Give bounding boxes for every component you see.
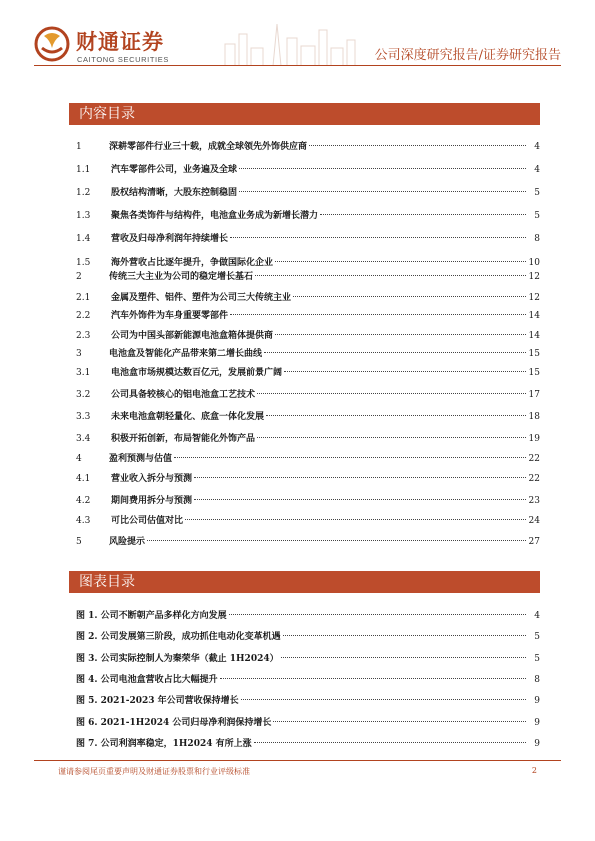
toc-entry-number: 3.4: [76, 434, 91, 444]
figure-entry-page: 9: [534, 717, 540, 728]
toc-entry-page: 18: [528, 412, 540, 422]
toc-entry[interactable]: [76, 410, 540, 424]
toc-entry-title: 传统三大主业为公司的稳定增长基石: [109, 272, 254, 282]
figure-entry[interactable]: [76, 716, 540, 730]
toc-leader-dots: [320, 214, 526, 215]
toc-entry[interactable]: [76, 291, 540, 305]
toc-entry[interactable]: [76, 163, 540, 177]
toc-entry[interactable]: [76, 494, 540, 508]
logo-chinese-text: 财通证券: [76, 30, 164, 54]
toc-entry-number: 5: [76, 537, 82, 547]
toc-entry-number: 1.5: [76, 258, 91, 268]
figure-entry-page: 9: [534, 738, 540, 749]
toc-entry-page: 27: [528, 537, 540, 547]
toc-entry-page: 15: [528, 368, 540, 378]
figure-leader-dots: [254, 742, 526, 743]
figure-entry-page: 5: [534, 632, 540, 643]
figure-entry[interactable]: [76, 609, 540, 623]
toc-entry-number: 4.2: [76, 496, 91, 506]
toc-entry[interactable]: [76, 209, 540, 223]
figure-entry[interactable]: [76, 652, 540, 666]
footer-disclaimer[interactable]: 谨请参阅尾页重要声明及财通证券股票和行业评级标准: [58, 767, 250, 776]
toc-entry[interactable]: [76, 347, 540, 361]
toc-entry-number: 2.1: [76, 293, 91, 303]
toc-entry[interactable]: [76, 140, 540, 154]
toc-entry[interactable]: [76, 388, 540, 402]
toc-entry-number: 2.3: [76, 331, 91, 341]
toc-entry-title: 股权结构清晰，大股东控制稳固: [111, 188, 238, 198]
toc-entry-title: 深耕零部件行业三十载，成就全球领先外饰供应商: [109, 142, 308, 152]
toc-entry-title: 营业收入拆分与预测: [111, 474, 193, 484]
page-number: 2: [531, 766, 537, 775]
figure-leader-dots: [241, 699, 526, 700]
toc-leader-dots: [264, 352, 526, 353]
toc-section-header: 内容目录: [69, 103, 540, 125]
toc-entry[interactable]: [76, 270, 540, 284]
toc-leader-dots: [147, 540, 526, 541]
toc-entry-page: 15: [528, 349, 540, 359]
toc-entry-page: 8: [534, 234, 540, 244]
toc-leader-dots: [230, 314, 526, 315]
toc-entry-title: 汽车外饰件为车身重要零部件: [111, 311, 229, 321]
toc-entry[interactable]: [76, 232, 540, 246]
toc-entry-page: 14: [528, 331, 540, 341]
toc-entry-number: 2.2: [76, 311, 91, 321]
toc-entry-title: 可比公司估值对比: [111, 516, 184, 526]
toc-leader-dots: [257, 393, 526, 394]
toc-entry-page: 12: [528, 272, 540, 282]
toc-leader-dots: [275, 334, 526, 335]
logo-mark-icon: [34, 26, 70, 62]
toc-entry[interactable]: [76, 432, 540, 446]
toc-entry-title: 海外营收占比逐年提升，争做国际化企业: [111, 258, 274, 268]
toc-entry-number: 1.1: [76, 165, 91, 175]
toc-leader-dots: [284, 371, 526, 372]
figure-leader-dots: [281, 657, 526, 658]
figure-entry-title: 图 4. 公司电池盒营收占比大幅提升: [76, 674, 218, 685]
toc-entry-number: 4.1: [76, 474, 91, 484]
toc-entry-title: 未来电池盒朝轻量化、底盒一体化发展: [111, 412, 265, 422]
toc-entry[interactable]: [76, 535, 540, 549]
report-type-label: 公司深度研究报告/证券研究报告: [374, 48, 561, 63]
figure-entry-title: 图 7. 公司利润率稳定，1H2024 有所上涨: [76, 738, 252, 749]
toc-entry-page: 22: [528, 454, 540, 464]
logo-english-text: CAITONG SECURITIES: [77, 55, 169, 64]
toc-entry-page: 22: [528, 474, 540, 484]
figure-entry[interactable]: [76, 694, 540, 708]
figure-entry-title: 图 1. 公司不断朝产品多样化方向发展: [76, 611, 227, 621]
toc-entry-page: 23: [528, 496, 540, 506]
toc-leader-dots: [230, 237, 526, 238]
toc-leader-dots: [194, 499, 526, 500]
figure-entry-page: 4: [534, 611, 540, 621]
toc-entry-title: 电池盒及智能化产品带来第二增长曲线: [109, 349, 263, 359]
toc-leader-dots: [239, 168, 526, 169]
figure-entry-title: 图 5. 2021-2023 年公司营收保持增长: [76, 696, 239, 707]
toc-entry-number: 2: [76, 272, 82, 282]
toc-entry-title: 营收及归母净利润年持续增长: [111, 234, 229, 244]
toc-entry-page: 19: [528, 434, 540, 444]
toc-entry-title: 电池盒市场规模达数百亿元，发展前景广阔: [111, 368, 283, 378]
toc-entry-page: 10: [528, 258, 540, 268]
toc-entry-number: 3: [76, 349, 82, 359]
toc-entry-number: 4: [76, 454, 82, 464]
toc-entry[interactable]: [76, 186, 540, 200]
figure-section-header: 图表目录: [69, 571, 540, 593]
toc-entry[interactable]: [76, 472, 540, 486]
figure-entry[interactable]: [76, 737, 540, 751]
figure-leader-dots: [273, 721, 526, 722]
toc-entry-page: 4: [534, 142, 540, 152]
toc-entry-number: 1.2: [76, 188, 91, 198]
figure-entry-page: 5: [534, 653, 540, 664]
figure-entry-title: 图 2. 公司发展第三阶段，成功抓住电动化变革机遇: [76, 632, 281, 643]
toc-entry-page: 14: [528, 311, 540, 321]
toc-entry-page: 24: [528, 516, 540, 526]
toc-entry[interactable]: [76, 309, 540, 323]
figure-leader-dots: [283, 635, 526, 636]
toc-entry-number: 1.3: [76, 211, 91, 221]
figure-entry-title: 图 3. 公司实际控制人为秦荣华（截止 1H2024）: [76, 653, 279, 664]
company-logo: [34, 24, 194, 68]
city-skyline-icon: [215, 18, 365, 66]
toc-entry-number: 1: [76, 142, 82, 152]
toc-entry-title: 公司具备较核心的铝电池盒工艺技术: [111, 390, 256, 400]
toc-entry-number: 3.3: [76, 412, 91, 422]
toc-entry-title: 期间费用拆分与预测: [111, 496, 193, 506]
toc-entry-page: 12: [528, 293, 540, 303]
toc-entry[interactable]: [76, 256, 540, 270]
toc-entry-page: 5: [534, 211, 540, 221]
toc-entry-title: 公司为中国头部新能源电池盒箱体提供商: [111, 331, 274, 341]
figure-entry-page: 8: [534, 674, 540, 685]
toc-entry-number: 4.3: [76, 516, 91, 526]
toc-entry[interactable]: [76, 452, 540, 466]
toc-entry-number: 3.2: [76, 390, 91, 400]
toc-leader-dots: [266, 415, 526, 416]
toc-entry-title: 积极开拓创新，布局智能化外饰产品: [111, 434, 256, 444]
toc-leader-dots: [185, 519, 526, 520]
toc-entry-title: 金属及塑件、铝件、塑件为公司三大传统主业: [111, 293, 292, 303]
toc-entry-page: 4: [534, 165, 540, 175]
footer-divider: [34, 760, 561, 761]
toc-entry-title: 聚焦各类饰件与结构件，电池盒业务成为新增长潜力: [111, 211, 319, 221]
figure-leader-dots: [229, 614, 526, 615]
toc-leader-dots: [255, 275, 526, 276]
toc-leader-dots: [309, 145, 526, 146]
toc-entry[interactable]: [76, 366, 540, 380]
toc-entry[interactable]: [76, 514, 540, 528]
figure-entry-page: 9: [534, 696, 540, 707]
toc-entry-title: 汽车零部件公司，业务遍及全球: [111, 165, 238, 175]
toc-leader-dots: [293, 296, 526, 297]
toc-entry-title: 风险提示: [109, 537, 146, 547]
header-divider: [34, 65, 561, 66]
toc-entry[interactable]: [76, 329, 540, 343]
toc-leader-dots: [174, 457, 526, 458]
figure-entry[interactable]: [76, 673, 540, 687]
toc-entry-number: 3.1: [76, 368, 91, 378]
toc-leader-dots: [239, 191, 526, 192]
toc-leader-dots: [275, 261, 526, 262]
figure-leader-dots: [220, 678, 526, 679]
toc-leader-dots: [257, 437, 526, 438]
toc-leader-dots: [194, 477, 526, 478]
toc-entry-title: 盈利预测与估值: [109, 454, 173, 464]
toc-entry-page: 17: [528, 390, 540, 400]
toc-entry-page: 5: [534, 188, 540, 198]
figure-entry-title: 图 6. 2021-1H2024 公司归母净利润保持增长: [76, 717, 272, 728]
figure-entry[interactable]: [76, 630, 540, 644]
toc-entry-number: 1.4: [76, 234, 91, 244]
